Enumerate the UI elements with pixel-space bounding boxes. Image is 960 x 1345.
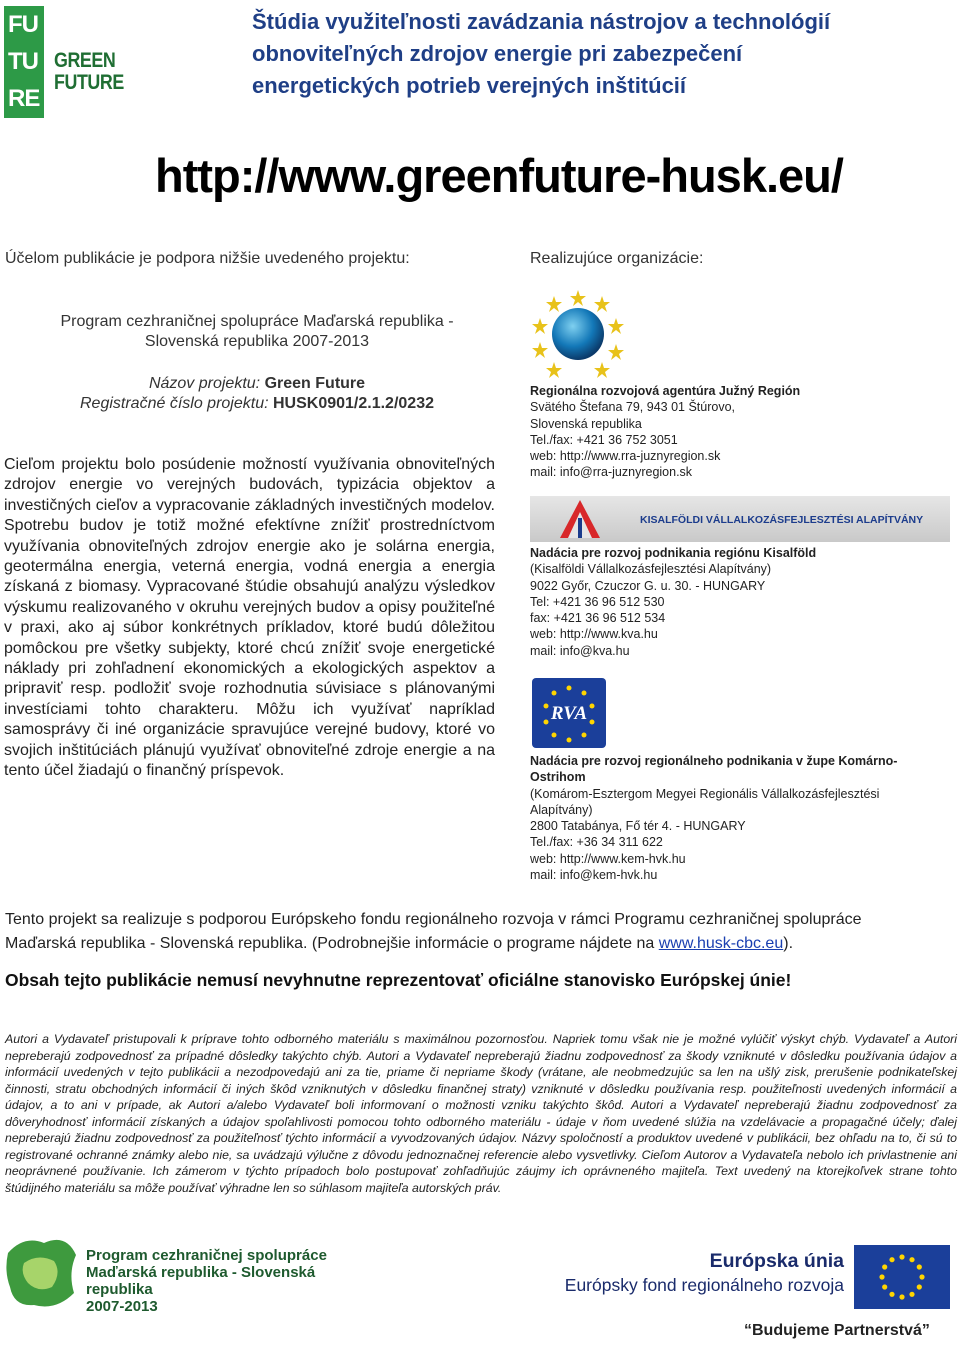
org-rva-address: 2800 Tatabánya, Fő tér 4. - HUNGARY xyxy=(530,819,746,834)
org-rra-country: Slovenská republika xyxy=(530,416,642,431)
title-line-3: energetických potrieb verejných inštitúcií xyxy=(252,73,687,98)
org-kva-mail[interactable]: mail: info@kva.hu xyxy=(530,643,630,658)
rra-star-globe-logo xyxy=(530,288,626,380)
footer-program-line-2: Maďarská republika - Slovenská republika xyxy=(86,1264,316,1298)
project-name: Green Future xyxy=(264,375,366,392)
org-kva-fax: fax: +421 36 96 512 534 xyxy=(530,611,666,626)
funding-statement xyxy=(5,908,955,956)
org-rva-native-name-1: (Komárom-Esztergom Megyei Regionális Vállalkozásfejlesztési xyxy=(530,786,880,801)
eu-fund-text xyxy=(534,1250,844,1296)
org-kva-native-name: (Kisalföldi Vállalkozásfejlesztési Alapítvány) xyxy=(530,562,772,577)
org-kva-address: 9022 Győr, Czuczor G. u. 30. - HUNGARY xyxy=(530,578,766,593)
husk-cbc-link[interactable]: www.husk-cbc.eu xyxy=(658,935,784,952)
org-rva-web[interactable]: web: http://www.kem-hvk.hu xyxy=(530,851,686,866)
org-rra xyxy=(530,383,950,481)
org-kva-tel: Tel: +421 36 96 512 530 xyxy=(530,594,665,609)
org-rra-mail[interactable]: mail: info@rra-juznyregion.sk xyxy=(530,465,693,480)
org-kva-web[interactable]: web: http://www.kva.hu xyxy=(530,627,658,642)
program-line-1: Program cezhraničnej spolupráce Maďarská republika - xyxy=(60,313,454,330)
project-name-row xyxy=(22,374,492,394)
footer-program-line-3: 2007-2013 xyxy=(86,1298,158,1315)
eu-flag-icon xyxy=(854,1245,950,1309)
eu-notice: Obsah tejto publikácie nemusí nevyhnutne reprezentovať oficiálne stanovisko Európskej únie! xyxy=(5,970,792,990)
program-line-2: Slovenská republika 2007-2013 xyxy=(144,333,370,350)
project-goal-paragraph: Cieľom projektu bolo posúdenie možností využívania obnoviteľných zdrojov energie vo verejných budovách, typizácia objektov a investičných cieľov a vypracovanie základných investičných modelov. Spotrebu budov je totiž možné efektívne znížiť prostredníctvom využívania obnoviteľných zdrojov energie ako je solárna energia, geotermálna energia, veterná energia, vodná energia a energia získaná z biomasy. Vypracované štúdie obsahujú analýzu výsledkov výskumu realizovaného v okruhu verejných budov a opisy použiteľné v praxi, ako aj súbor konkrétnych príkladov, ktoré budú dôležitou pomôckou pre všetky subjekty, ktoré chcú znížiť svoje energetické náklady pri zohľadnení ekonomických a ekologických aspektov a pripraviť resp. podložiť svoje rozhodnutia súvisiace s plánovanými investíciami tohto charakteru. Môžu ich využívať napríklad samosprávy či iné organizácie spravujúce verejné budovy, ktoré vo svojich inštitúciách plánujú využívať obnoviteľné zdroje energie a na tento účel žiadajú o finančný príspevok. xyxy=(4,456,495,780)
purpose-text: Účelom publikácie je podpora nižšie uvedeného projektu: xyxy=(5,250,410,267)
project-name-label: Názov projektu: xyxy=(148,375,261,392)
eu-title: Európska únia xyxy=(709,1250,844,1272)
logo-letters-fu: FU xyxy=(8,11,38,38)
orgs-heading: Realizujúce organizácie: xyxy=(530,250,704,267)
org-rva-name-2: Ostrihom xyxy=(530,770,586,785)
org-rra-address: Svätého Štefana 79, 943 01 Štúrovo, xyxy=(530,400,736,415)
logo-letters-tu: TU xyxy=(8,48,38,75)
footer-program-line-1: Program cezhraničnej spolupráce xyxy=(86,1247,327,1264)
project-info xyxy=(22,374,492,414)
kva-banner xyxy=(530,496,950,542)
project-url[interactable]: http://www.greenfuture-husk.eu/ xyxy=(155,149,843,202)
husk-program-logo xyxy=(4,1233,80,1311)
org-rra-phone: Tel./fax: +421 36 752 3051 xyxy=(530,432,678,447)
org-rva-native-name-2: Alapítvány) xyxy=(530,802,593,817)
kva-triangle-logo xyxy=(558,498,602,540)
org-rra-name: Regionálna rozvojová agentúra Južný Región xyxy=(530,384,801,398)
funding-line-2-post: ). xyxy=(783,935,794,952)
org-rva-name-1: Nadácia pre rozvoj regionálneho podnikania v župe Komárno- xyxy=(530,754,898,768)
kva-banner-text: KISALFÖLDI VÁLLALKOZÁSFEJLESZTÉSI ALAPÍTVÁNY xyxy=(640,514,924,526)
logo-letters-re: RE xyxy=(8,85,40,112)
title-line-1: Štúdia využiteľnosti zavádzania nástrojov a technológií xyxy=(252,9,831,34)
rva-logo xyxy=(532,678,606,748)
document-title xyxy=(252,6,942,102)
project-reg-number: HUSK0901/2.1.2/0232 xyxy=(272,395,434,412)
funding-line-2 xyxy=(5,932,955,956)
title-line-2: obnoviteľných zdrojov energie pri zabezpečení xyxy=(252,41,743,66)
org-rra-web[interactable]: web: http://www.rra-juznyregion.sk xyxy=(530,449,721,464)
logo-wordmark: GREEN FUTURE xyxy=(54,49,124,94)
footer-slogan: “Budujeme Partnerstvá” xyxy=(744,1322,930,1339)
rva-logo-text: RVA xyxy=(550,703,588,724)
org-rva-mail[interactable]: mail: info@kem-hvk.hu xyxy=(530,868,658,883)
green-future-logo xyxy=(4,6,44,118)
project-reg-label: Registračné číslo projektu: xyxy=(80,395,269,412)
org-kva xyxy=(530,545,950,659)
footer-program-text xyxy=(86,1247,376,1315)
disclaimer-paragraph: Autori a Vydavateľ pristupovali k príprave tohto odborného materiálu s maximálnou pozornosťou. Napriek tomu však nie je možné vylúčiť výskyt chýb. Vydavateľ a Autori nepreberajú zodpovednosť za prípadné dôsledky takýchto chýb. Autori a Vydavateľ nepreberajú žiadnu zodpovednosť za škody vzniknuté v dôsledku používania údajov a informácií uvedených v tejto publikácii a nezodpovedajú ani za tie, priame či nepriame škody (vrátane, ale neobmedzujúc sa len na ušlý zisk, prerušenie podnikateľskej činnosti, stratu obchodných informácií či iných škôd vzniknutých v dôsledku finančnej straty) vzniknuté v dôsledku používania resp. použiteľnosti uvedených informácií a údajov, a to ani v prípade, ak Autori a/alebo Vydavateľ boli informovaní o možnosti vzniku takýchto škôd. Autori a Vydavateľ nepreberajú žiadnu zodpovednosť za dôveryhodnosť informácií získaných a údajov spoľahlivosti pomocou tohto odborného materiálu - údaje v ňom uvedené slúžia na vzdelávacie a propagačné účely; ďalej nepreberajú žiadnu zodpovednosť za použiteľnosť týchto informácií a vyvodzovaných údajov. Názvy spoločností a produktov uvedené v publikácii, bez ohľadu na to, či sú to registrované ochranné známky alebo nie, sa uvádzajú výlučne z dôvodu jednoznačnej referencie alebo vysvetlivky. Cieľom Autorov a Vydavateľa nebolo ich privlastnenie ani neoprávnené používanie. Ich zámerom v týchto prípadoch bolo postupovať zohľadňujúc záujmy ich oprávneného majiteľa. Text uvedený na ktorejkoľvek strane tohto štúdijného materiálu sa môže používať výhradne len so súhlasom majiteľa autorských práv. xyxy=(5,1032,957,1195)
org-rva-phone: Tel./fax: +36 34 311 622 xyxy=(530,835,663,850)
org-kva-name: Nadácia pre rozvoj podnikania regiónu Kisalföld xyxy=(530,546,817,560)
program-name xyxy=(22,312,492,352)
funding-line-2-pre: Maďarská republika - Slovenská republika. (Podrobnejšie informácie o programe nájdete na xyxy=(5,935,659,952)
funding-line-1: Tento projekt sa realizuje s podporou Európskeho fondu regionálneho rozvoja v rámci Programu cezhraničnej spolupráce xyxy=(5,911,862,928)
org-rva xyxy=(530,753,950,883)
project-reg-row xyxy=(22,394,492,414)
eu-subtitle: Európsky fond regionálneho rozvoja xyxy=(564,1275,844,1295)
